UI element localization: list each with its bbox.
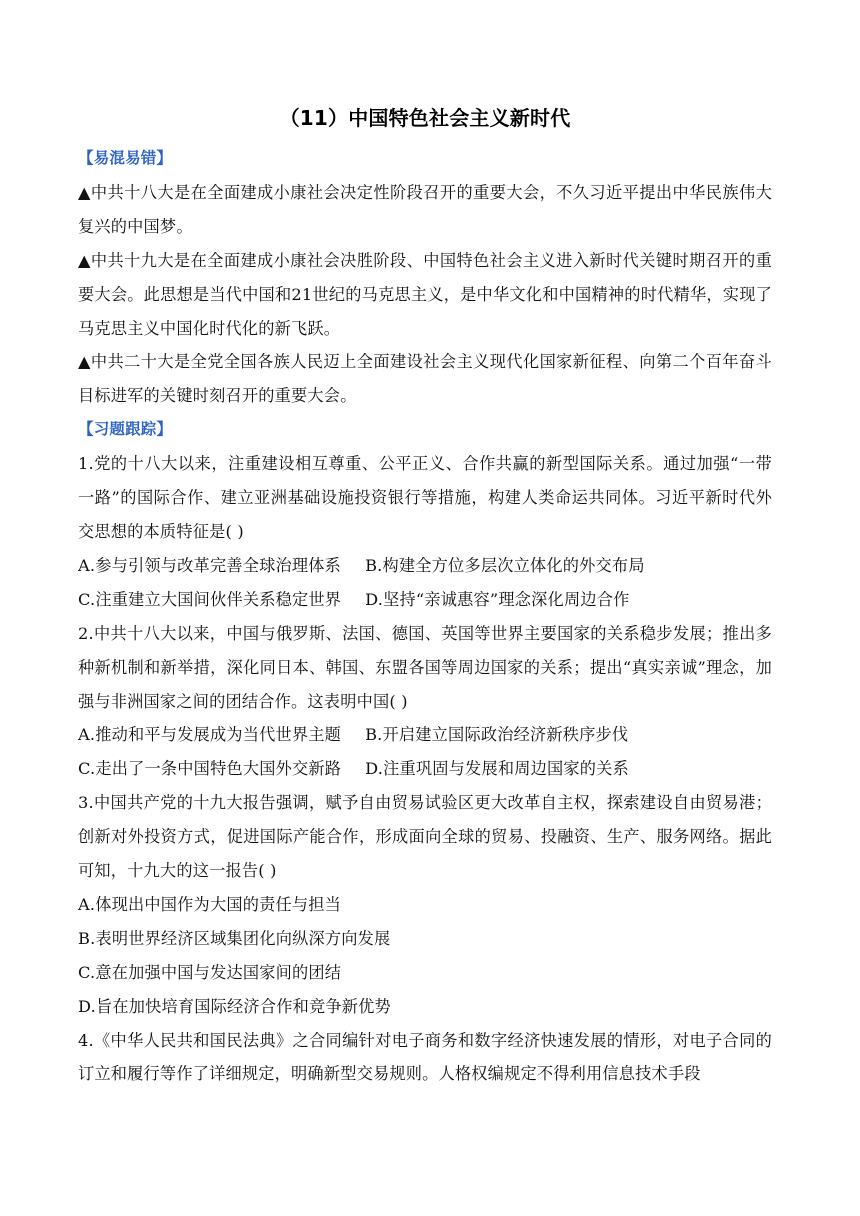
option-d: D.坚持“亲诚惠容”理念深化周边合作	[365, 589, 630, 609]
option-c: C.意在加强中国与发达国家间的团结	[78, 962, 342, 982]
section-heading-exercises: 【习题跟踪】	[78, 420, 173, 439]
option-row	[78, 549, 772, 583]
question-stem-1: 1.党的十八大以来，注重建设相互尊重、公平正义、合作共赢的新型国际关系。通过加强“一带一路”的国际合作、建立亚洲基础设施投资银行等措施，构建人类命运共同体。习近平新时代外交思想的本质特征是( )	[78, 454, 772, 541]
option-b: B.构建全方位多层次立体化的外交布局	[365, 555, 645, 575]
option-a: A.推动和平与发展成为当代世界主题	[78, 725, 342, 745]
section-heading-confusions: 【易混易错】	[78, 149, 173, 167]
option-d: D.旨在加快培育国际经济合作和竞争新优势	[78, 996, 391, 1016]
option-row	[78, 752, 772, 786]
option-a: A.体现出中国作为大国的责任与担当	[78, 894, 342, 914]
option-row	[78, 583, 772, 617]
question-stem-3: 3.中国共产党的十九大报告强调，赋予自由贸易试验区更大改革自主权，探索建设自由贸易港；创新对外投资方式，促进国际产能合作，形成面向全球的贸易、投融资、生产、服务网络。据此可知，十九大的这一报告( )	[78, 793, 772, 881]
confusion-item: ▲中共二十大是全党全国各族人民迈上全面建设社会主义现代化国家新征程、向第二个百年奋斗目标进军的关键时刻召开的重要大会。	[78, 352, 772, 406]
option-a: A.参与引领与改革完善全球治理体系	[78, 555, 342, 575]
confusion-item: ▲中共十九大是在全面建成小康社会决胜阶段、中国特色社会主义进入新时代关键时期召开的重要大会。此思想是当代中国和21世纪的马克思主义，是中华文化和中国精神的时代精华，实现了马克思主义中国化时代化的新飞跃。	[78, 250, 772, 338]
option-b: B.表明世界经济区域集团化向纵深方向发展	[78, 928, 391, 948]
question-stem-2: 2.中共十八大以来，中国与俄罗斯、法国、德国、英国等世界主要国家的关系稳步发展；推出多种新机制和新举措，深化同日本、韩国、东盟各国等周边国家的关系；提出“真实亲诚”理念，加强与非洲国家之间的团结合作。这表明中国( )	[78, 623, 772, 711]
question-stem-4: 4.《中华人民共和国民法典》之合同编针对电子商务和数字经济快速发展的情形，对电子合同的订立和履行等作了详细规定，明确新型交易规则。人格权编规定不得利用信息技术手段	[78, 1030, 772, 1084]
page-title: （11）中国特色社会主义新时代	[279, 106, 571, 130]
option-c: C.注重建立大国间伙伴关系稳定世界	[78, 589, 342, 609]
option-b: B.开启建立国际政治经济新秩序步伐	[365, 725, 629, 745]
document-body	[78, 98, 772, 1091]
option-row	[78, 718, 772, 752]
confusion-item: ▲中共十八大是在全面建成小康社会决定性阶段召开的重要大会，不久习近平提出中华民族伟大复兴的中国梦。	[78, 182, 772, 236]
option-c: C.走出了一条中国特色大国外交新路	[78, 759, 342, 779]
option-d: D.注重巩固与发展和周边国家的关系	[365, 759, 629, 779]
